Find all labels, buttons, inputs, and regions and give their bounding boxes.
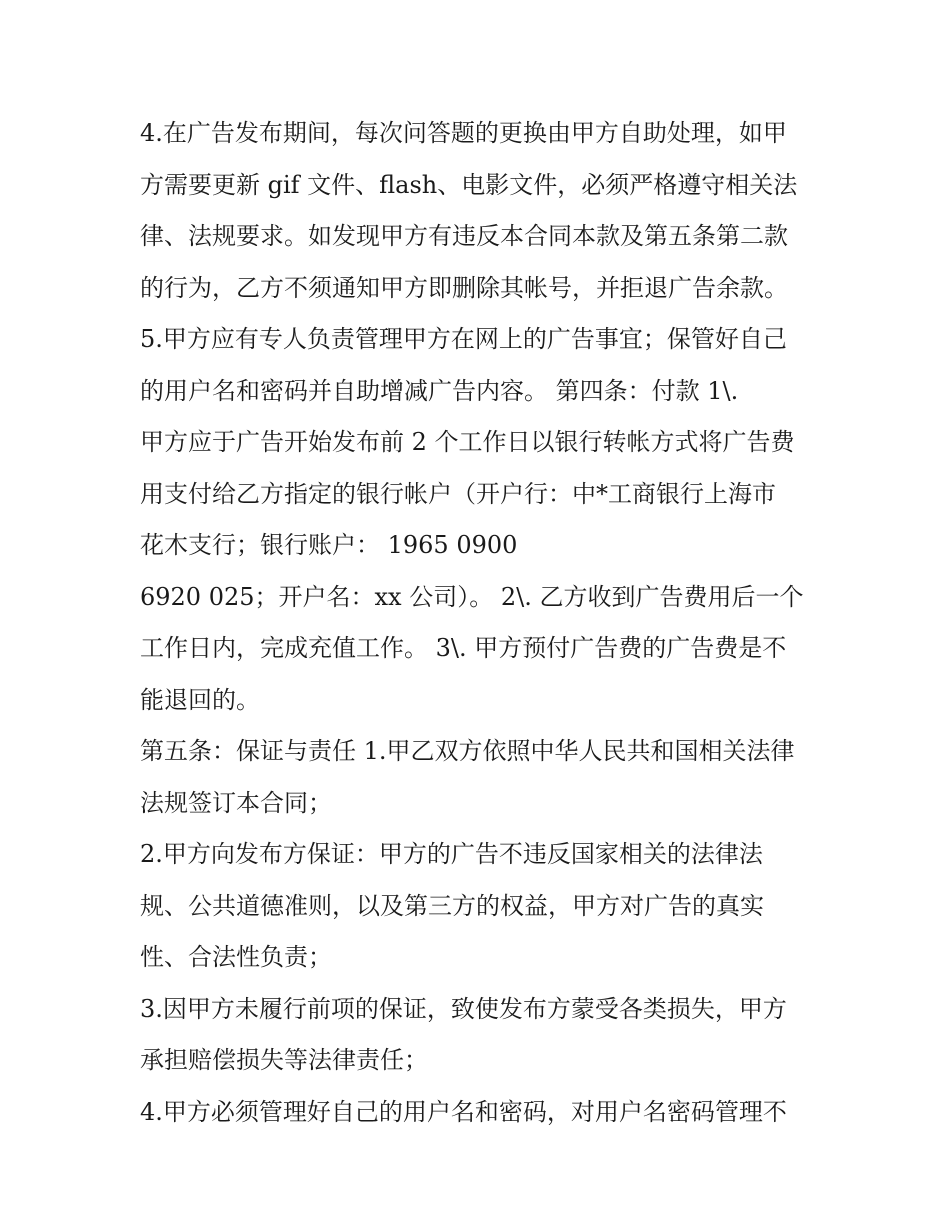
text-line: 甲方应于广告开始发布前 2 个工作日以银行转帐方式将广告费	[140, 428, 795, 456]
text-line: 能退回的。	[140, 685, 260, 714]
text-line: 2.甲方向发布方保证：甲方的广告不违反国家相关的法律法	[140, 840, 763, 868]
text-line: 3.因甲方未履行前项的保证，致使发布方蒙受各类损失，甲方	[140, 994, 787, 1023]
text-line: 花木支行；银行账户： 1965 0900	[140, 531, 518, 559]
text-line: 用支付给乙方指定的银行帐户（开户行：中*工商银行上海市	[140, 479, 776, 508]
document-body	[140, 108, 820, 1138]
text-line: 6920 025；开户名：xx 公司）。 2\. 乙方收到广告费用后一个	[140, 582, 804, 611]
text-line: 方需要更新 gif 文件、flash、电影文件，必须严格遵守相关法	[140, 170, 798, 199]
text-line: 4.甲方必须管理好自己的用户名和密码，对用户名密码管理不	[140, 1097, 787, 1126]
text-line: 性、合法性负责；	[140, 943, 332, 971]
text-line: 的行为，乙方不须通知甲方即删除其帐号，并拒退广告余款。	[140, 273, 788, 302]
text-line: 规、公共道德准则，以及第三方的权益，甲方对广告的真实	[140, 891, 764, 920]
text-line: 律、法规要求。如发现甲方有违反本合同本款及第五条第二款	[140, 222, 788, 250]
text-line: 法规签订本合同；	[140, 788, 332, 817]
text-line: 工作日内，完成充值工作。 3\. 甲方预付广告费的广告费是不	[140, 634, 787, 662]
text-line: 第五条：保证与责任 1.甲乙双方依照中华人民共和国相关法律	[140, 737, 795, 765]
text-line: 承担赔偿损失等法律责任；	[140, 1046, 428, 1074]
text-line: 4.在广告发布期间，每次问答题的更换由甲方自助处理，如甲	[140, 119, 787, 147]
text-line: 的用户名和密码并自助增减广告内容。 第四条：付款 1\.	[140, 376, 739, 405]
text-line: 5.甲方应有专人负责管理甲方在网上的广告事宜；保管好自己	[140, 325, 787, 353]
